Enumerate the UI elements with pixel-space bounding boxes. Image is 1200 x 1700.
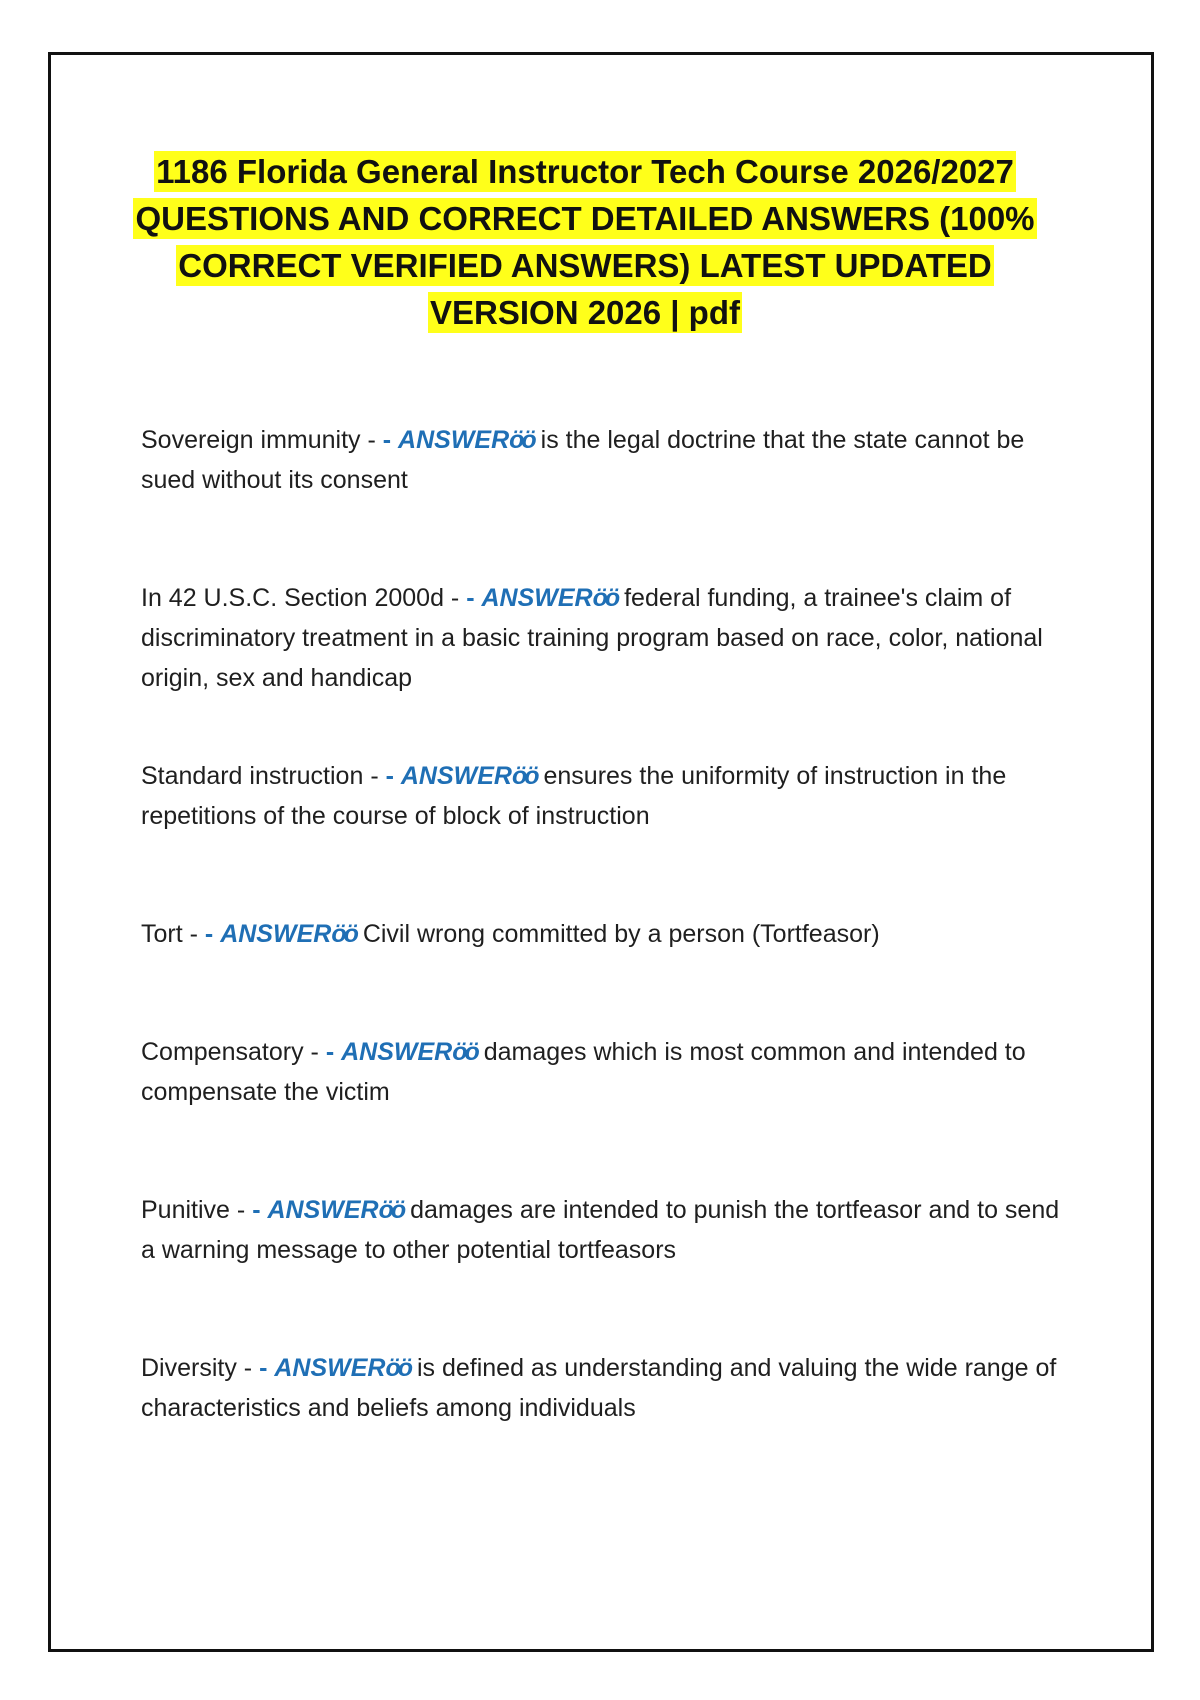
qa-entry-standard-instruction: [141, 756, 1061, 836]
answer-label: ANSWER: [220, 920, 332, 948]
answer-dash: -: [259, 1354, 268, 1382]
entry-definition: Civil wrong committed by a person (Tortfeasor): [362, 920, 880, 948]
entry-definition: federal funding, a trainee's claim of discriminatory treatment in a basic training program based on race, color, national origin, sex and handicap: [141, 584, 1043, 692]
entry-separator: -: [367, 426, 376, 454]
entry-separator: -: [189, 920, 198, 948]
answer-dash: -: [466, 584, 475, 612]
qa-entry-section-2000d: [141, 578, 1061, 698]
entry-separator: -: [450, 584, 460, 612]
qa-entry-diversity: [141, 1348, 1061, 1428]
answer-label: ANSWER: [274, 1354, 386, 1382]
answer-glyph-icon: ӧӧ: [509, 426, 534, 454]
document-title: [120, 148, 1050, 336]
answer-label: ANSWER: [481, 584, 593, 612]
answer-glyph-icon: ӧӧ: [331, 920, 356, 948]
entry-definition: is the legal doctrine that the state cannot be sued without its consent: [141, 426, 1025, 494]
qa-entry-punitive: [141, 1190, 1061, 1270]
entry-term: Punitive: [141, 1196, 230, 1224]
entry-definition: damages are intended to punish the tortfeasor and to send a warning message to other potential tortfeasors: [141, 1196, 1060, 1264]
entry-term: Standard instruction: [141, 762, 364, 790]
answer-dash: -: [252, 1196, 261, 1224]
document-title-text: 1186 Florida General Instructor Tech Course 2026/2027 QUESTIONS AND CORRECT DETAILED ANSWERS (100% CORRECT VERIFIED ANSWERS) LATEST UPDATED VERSION 2026 | pdf: [135, 153, 1035, 331]
answer-glyph-icon: ӧӧ: [385, 1354, 411, 1382]
answer-label: ANSWER: [267, 1196, 379, 1224]
answer-dash: -: [385, 762, 394, 790]
entry-definition: damages which is most common and intended to compensate the victim: [141, 1038, 1026, 1106]
entry-term: Compensatory: [141, 1038, 304, 1066]
answer-label: ANSWER: [400, 762, 512, 790]
entry-separator: -: [370, 762, 379, 790]
answer-label: ANSWER: [341, 1038, 453, 1066]
entry-separator: -: [310, 1038, 319, 1066]
entry-term: In 42 U.S.C. Section 2000d: [141, 584, 444, 612]
answer-glyph-icon: ӧӧ: [378, 1196, 404, 1224]
qa-entry-compensatory: [141, 1032, 1061, 1112]
entry-term: Tort: [141, 920, 183, 948]
answer-glyph-icon: ӧӧ: [511, 762, 537, 790]
entry-definition: is defined as understanding and valuing the wide range of characteristics and beliefs among individuals: [141, 1354, 1057, 1422]
qa-entry-tort: [141, 914, 1061, 954]
entry-separator: -: [236, 1196, 246, 1224]
answer-dash: -: [382, 426, 392, 454]
entry-term: Sovereign immunity: [141, 426, 361, 454]
entry-definition: ensures the uniformity of instruction in the repetitions of the course of block of instruction: [141, 762, 1007, 830]
answer-dash: -: [325, 1038, 335, 1066]
qa-entry-sovereign-immunity: [141, 420, 1061, 500]
entry-term: Diversity: [141, 1354, 237, 1382]
answer-dash: -: [204, 920, 214, 948]
answer-label: ANSWER: [398, 426, 510, 454]
entry-separator: -: [243, 1354, 253, 1382]
answer-glyph-icon: ӧӧ: [452, 1038, 477, 1066]
answer-glyph-icon: ӧӧ: [592, 584, 618, 612]
